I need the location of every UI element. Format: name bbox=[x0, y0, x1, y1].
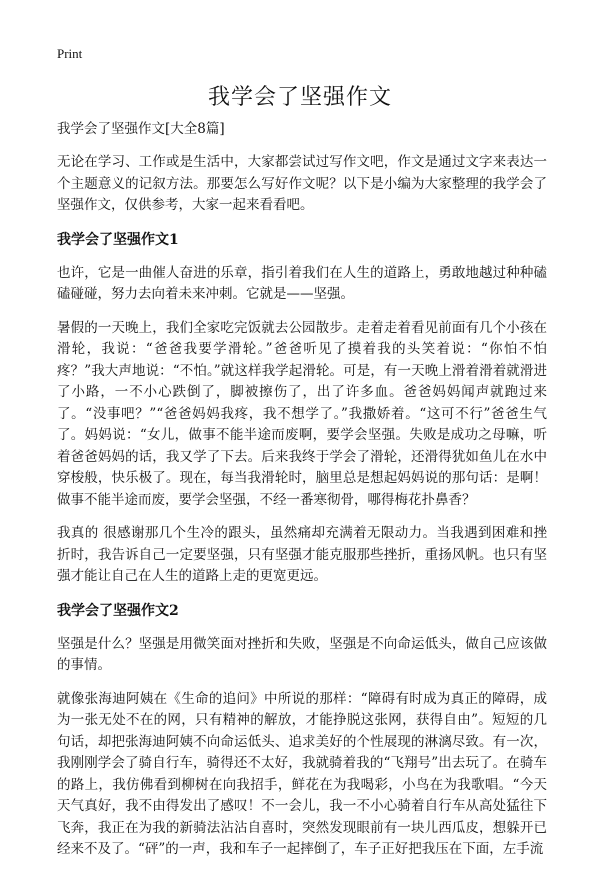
section-paragraph: 就像张海迪阿姨在《生命的追问》中所说的那样：“障碍有时成为真正的障碍，成为一张无处不在的网，只有精神的解放，才能挣脱这张网，获得自由”。短短的几句话，却把张海迪阿姨不向命运低头、追求美好的个性展现的淋漓尽致。有一次，我刚刚学会了骑自行车，骑得还不太好，我就骑着我的“飞翔号”出去玩了。在骑车的路上，我仿佛看到柳树在向我招手，鲜花在为我喝彩，小鸟在为我歌唱。“今天天气真好，我不由得发出了感叹！不一会儿，我一不小心骑着自行车从高处猛往下飞奔，我正在为我的新骑法沾沾自喜时，突然发现眼前有一块儿西瓜皮，想躲开已经来不及了。“砰”的一声，我和车子一起摔倒了，车子正好把我压在下面，左手流 bbox=[57, 690, 547, 857]
section-paragraph: 坚强是什么？坚强是用微笑面对挫折和失败，坚强是不向命运低头，做自己应该做的事情。 bbox=[57, 635, 547, 673]
intro-paragraph: 无论在学习、工作或是生活中，大家都尝试过写作文吧，作文是通过文字来表达一个主题意义的记叙方法。那要怎么写好作文呢？以下是小编为大家整理的我学会了坚强作文，仅供参考，大家一起来看看吧。 bbox=[57, 154, 547, 213]
section-heading: 我学会了坚强作文1 bbox=[57, 231, 179, 248]
document-subtitle: 我学会了坚强作文[大全8篇] bbox=[57, 121, 225, 137]
section-paragraph: 也许，它是一曲催人奋进的乐章，指引着我们在人生的道路上，勇敢地越过种种磕磕碰碰，努力去向着未来冲刺。它就是——坚强。 bbox=[57, 264, 547, 302]
section-paragraph: 我真的 很感谢那几个生冷的跟头，虽然痛却充满着无限动力。当我遇到困难和挫折时，我告诉自己一定要坚强，只有坚强才能克服那些挫折，重扬风帆。也只有坚强才能让自己在人生的道路上走的更宽更远。 bbox=[57, 525, 547, 584]
section-1 bbox=[57, 229, 547, 588]
section-paragraph: 暑假的一天晚上，我们全家吃完饭就去公园散步。走着走着看见前面有几个小孩在滑轮，我说：“爸爸我要学滑轮。”爸爸听见了摸着我的头笑着说：“你怕不怕疼？”我大声地说：“不怕。”就这样我学起滑轮。可是，有一天晚上滑着滑着就滑进了小路，一不小心跌倒了，脚被擦伤了，出了许多血。爸爸妈妈闻声就跑过来了。“没事吧？”“爸爸妈妈我疼，我不想学了。”我撒娇着。“这可不行”爸爸生气了。妈妈说：“女儿，做事不能半途而废啊，要学会坚强。失败是成功之母嘛，听着爸爸妈妈的话，我又学了下去。后来我终于学会了滑轮，还滑得犹如鱼儿在水中穿梭般，快乐极了。现在，每当我滑轮时，脑里总是想起妈妈说的那句话：是啊！做事不能半途而废，要学会坚强，不经一番寒彻骨，哪得梅花扑鼻香？ bbox=[57, 319, 547, 508]
print-link[interactable]: Print bbox=[57, 46, 83, 61]
document-title: 我学会了坚强作文 bbox=[207, 85, 392, 110]
section-heading: 我学会了坚强作文2 bbox=[57, 602, 179, 619]
section-2 bbox=[57, 600, 547, 861]
document-body bbox=[57, 118, 547, 873]
